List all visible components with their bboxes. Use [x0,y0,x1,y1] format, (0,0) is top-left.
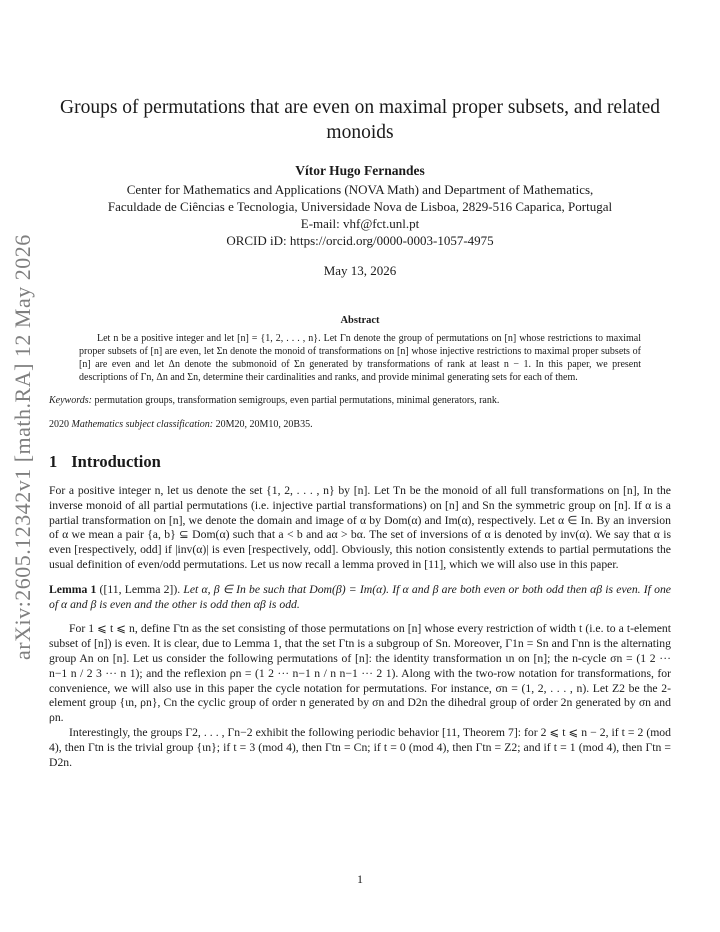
lemma-statement [49,583,671,613]
arxiv-identifier-stamp: arXiv:2605.12342v1 [math.RA] 12 May 2026 [10,234,35,660]
intro-paragraph-3: Interestingly, the groups Γ2, . . . , Γn−2 exhibit the following periodic behavior [11, Theorem 7]: for 2 ⩽ t ⩽ n − 2, if t = 2 (mod 4), then Γtn is the trivial group {ιn}; if t = 3 (mod 4), then Γtn = Cn; if t = 0 (mod 4), then Γtn = Z2; and if t = 1 (mod 4), then Γtn = D2n. [49,725,671,769]
page-number: 1 [357,872,363,886]
paper-page [49,0,671,770]
lemma-text: Let α, β ∈ In be such that Dom(β) = Im(α). If α and β are both even or both odd then αβ is even. If one of α and β is even and the other is odd then αβ is odd. [49,582,671,611]
lemma-reference: ([11, Lemma 2]). [99,582,181,596]
intro-paragraph-1: For a positive integer n, let us denote the set {1, 2, . . . , n} by [n]. Let Tn be the monoid of all full transformations on [n], In the inverse monoid of all partial permutations (i.e. injective partial transformations) on [n] and Sn the symmetric group on [n]. If α is a partial transformation on [n], we denote the domain and image of α by Dom(α) and Im(α), respectively. Let α ∈ In. By an inversion of α we mean a pair {a, b} ⊆ Dom(α) such that a < b and aα > bα. The set of inversions of α is denoted by inv(α). We say that α is even [respectively, odd] if |inv(α)| is even [respectively, odd]. Obviously, this notion consistently extends to partial permutations the usual definition of even/odd permutations. Let us now recall a lemma proved in [11], which we will also use in this paper. [49,484,671,571]
author-email: E-mail: vhf@fct.unl.pt [300,216,420,231]
author-name: Vítor Hugo Fernandes [295,163,425,178]
section-heading [49,452,671,472]
section-title: Introduction [71,452,161,471]
abstract-text: Let n be a positive integer and let [n] = {1, 2, . . . , n}. Let Γn denote the group of permutations on [n] whose restrictions to maximal proper subsets of [n] are even, let Σn denote the monoid of transformations on [n] whose injective restrictions to maximal proper subsets of [n] are even and let Δn denote the submonoid of Σn generated by transformations of rank at least n − 1. In this paper, we present descriptions of Γn, Δn and Σn, determine their cardinalities and ranks, and provide minimal generating sets for each of them. [79,333,641,383]
author-orcid: ORCID iD: https://orcid.org/0000-0003-1057-4975 [226,233,494,248]
msc-codes: 20M20, 20M10, 20B35. [215,419,313,430]
msc-line [49,419,671,430]
paper-date: May 13, 2026 [323,263,397,278]
affiliation-line-2: Faculdade de Ciências e Tecnologia, Universidade Nova de Lisboa, 2829-516 Caparica, Portugal [107,199,613,214]
lemma-label: Lemma 1 [49,582,97,596]
intro-paragraph-2: For 1 ⩽ t ⩽ n, define Γtn as the set consisting of those permutations on [n] whose every restriction of width t (i.e. to a t-element subset of [n]) is even. It is clear, due to Lemma 1, that the set Γtn is a subgroup of Sn. Moreover, Γ1n = Sn and Γnn is the alternating group An on [n]. Let us consider the following permutations of [n]: the identity transformation ιn on [n]; the n-cycle σn = (1 2 ··· n−1 n / 2 3 ··· n 1); and the reflexion ρn = (1 2 ··· n−1 n / n n−1 ··· 2 1). Along with the two-row notation for transformations, for convenience, we will also use in this paper the cycle notation for permutations. For instance, σn = (1, 2, . . . , n). Let Z2 be the 2-element group {ιn, ρn}, Cn the cyclic group of order n generated by σn and D2n the dihedral group of order 2n generated by σn and ρn. [49,622,671,725]
abstract-heading: Abstract [340,315,380,326]
keywords-label: Keywords: [49,395,92,406]
msc-label: Mathematics subject classification: [71,419,214,430]
keywords-text: permutation groups, transformation semigroups, even partial permutations, minimal generators, rank. [94,395,500,406]
affiliation-line-1: Center for Mathematics and Applications (NOVA Math) and Department of Mathematics, [126,182,594,197]
affiliation-block [49,181,671,249]
keywords-line [49,394,671,407]
paper-title: Groups of permutations that are even on maximal proper subsets, and related monoids [60,97,660,143]
section-number: 1 [49,452,58,471]
msc-prefix: 2020 [49,419,69,430]
